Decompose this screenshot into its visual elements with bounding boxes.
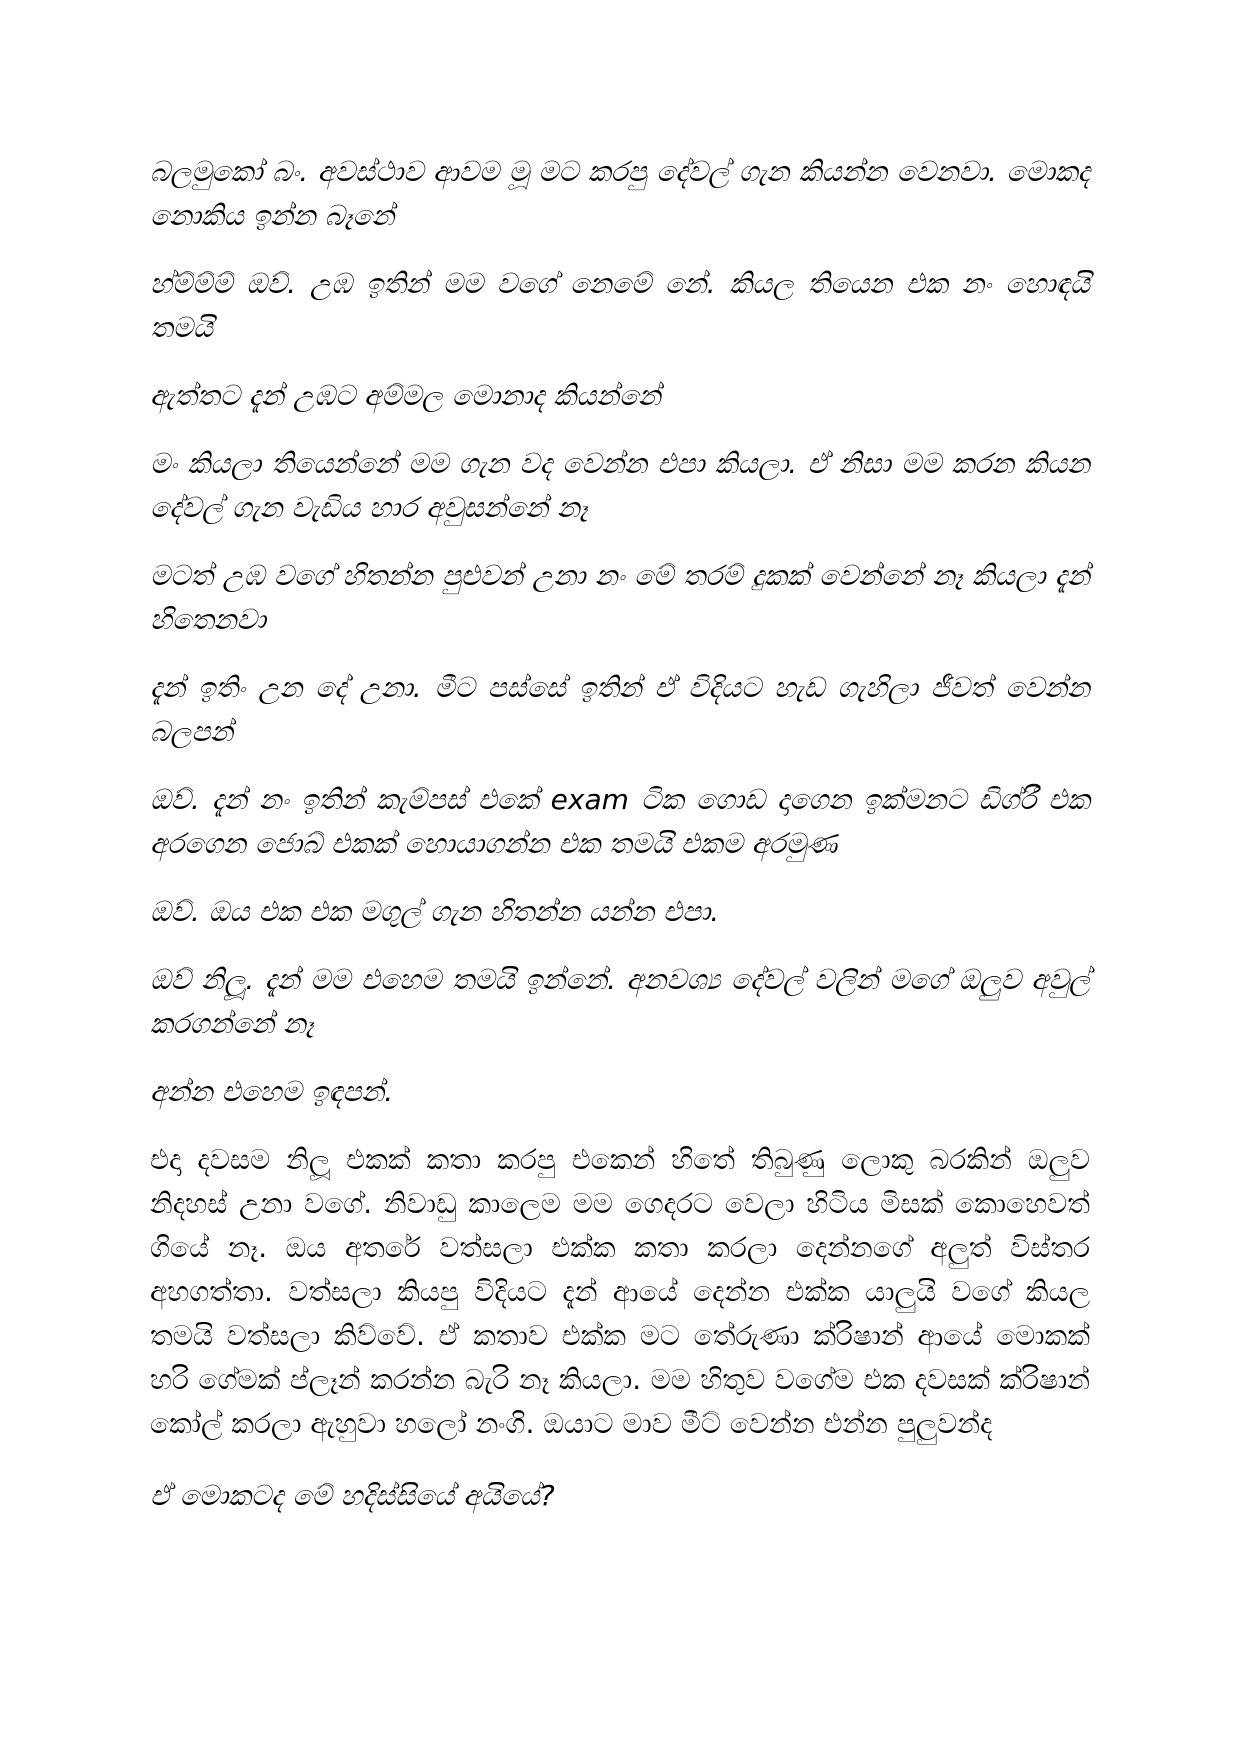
paragraph-11: එදා දවසම නිලූ එකක් කතා කරපු එකෙන් හිතේ තිබුණු ලොකු බරකින් ඔලුව නිදහස් උනා වගේ. නිවාඩු කාලෙම මම ගෙදරට වෙලා හිටිය මිසක් කොහෙවත් ගියේ නෑ. ඔය අතරේ වත්සලා එක්ක කතා කරලා දෙන්නගේ අලුත් විස්තර අහගත්තා. වත්සලා කියපු විදියට දැන් ආයේ දෙන්න එක්ක යාලුයි වගේ කියල තමයි වත්සලා කිව්වේ. ඒ කතාව එක්ක මට තේරුණා ක්රිෂාන් ආයේ මොකක් හරි ගේමක් ප්ලෑන් කරන්න බැරි නෑ කියලා. මම හිතුව වගේම එක දවසක් ක්රිෂාන් කෝල් කරලා ඇහුවා හලෝ නංගි. ඔයාට මාව මීට් වෙන්න එන්න පුලුවන්ද [150,1143,1090,1440]
paragraph-5: මටත් උඹ වගේ හිතන්න පුළුවන් උනා නං මේ තරම් දුකක් වෙන්නේ නෑ කියලා දැන් හිතෙනවා [150,559,1090,636]
paragraph-9: ඔව් නිලූ. දැන් මම එහෙම තමයි ඉන්නේ. අනවශ්‍ය දේවල් වලින් මගේ ඔලුව අවුල් කරගන්නේ නෑ [150,963,1090,1040]
paragraph-8: ඔව්. ඔය එක එක මගුල් ගැන හිතන්න යන්න එපා. [150,895,720,928]
document-page [150,150,1090,1542]
paragraph-1: බලමුකෝ බං. අවස්ථාව ආවම මූ මට කරපු දේවල් ගැන කියන්න වෙනවා. මොකද නොකිය ඉන්න බෑනේ [150,155,1090,232]
paragraph-4: මං කියලා තියෙන්නේ මම ගැන වද වෙන්න එපා කියලා. ඒ නිසා මම කරන කියන දේවල් ගැන වැඩිය හාර අවුසන්නේ නෑ [150,447,1090,524]
paragraph-10: අන්න එහෙම ඉඳපන්. [150,1075,394,1108]
paragraph-12: ඒ මොකටද මේ හදිස්සියේ අයියේ? [150,1479,555,1512]
paragraph-6: දැන් ඉතිං උන දේ උනා. මීට පස්සේ ඉතින් ඒ විදියට හැඩ ගැහිලා ජීවත් වෙන්න බලපන් [150,671,1090,748]
paragraph-7: ඔව්. දැන් නං ඉතින් කැම්පස් එකේ exam ටික ගොඩ දාගෙන ඉක්මනට ඩිග්රී එක අරගෙන ජොබ් එකක් හොයාගන්න එක තමයි එකම අරමුණ [150,783,1090,860]
paragraph-3: ඇත්තට දැන් උඹට අම්මල මොනාද කියන්නේ [150,379,661,412]
paragraph-2: හ්ම්ම්ම් ඔව්. උඹ ඉතින් මම වගේ නෙමේ නේ. කියල තියෙන එක නං හොඳයි තමයි [150,267,1090,344]
